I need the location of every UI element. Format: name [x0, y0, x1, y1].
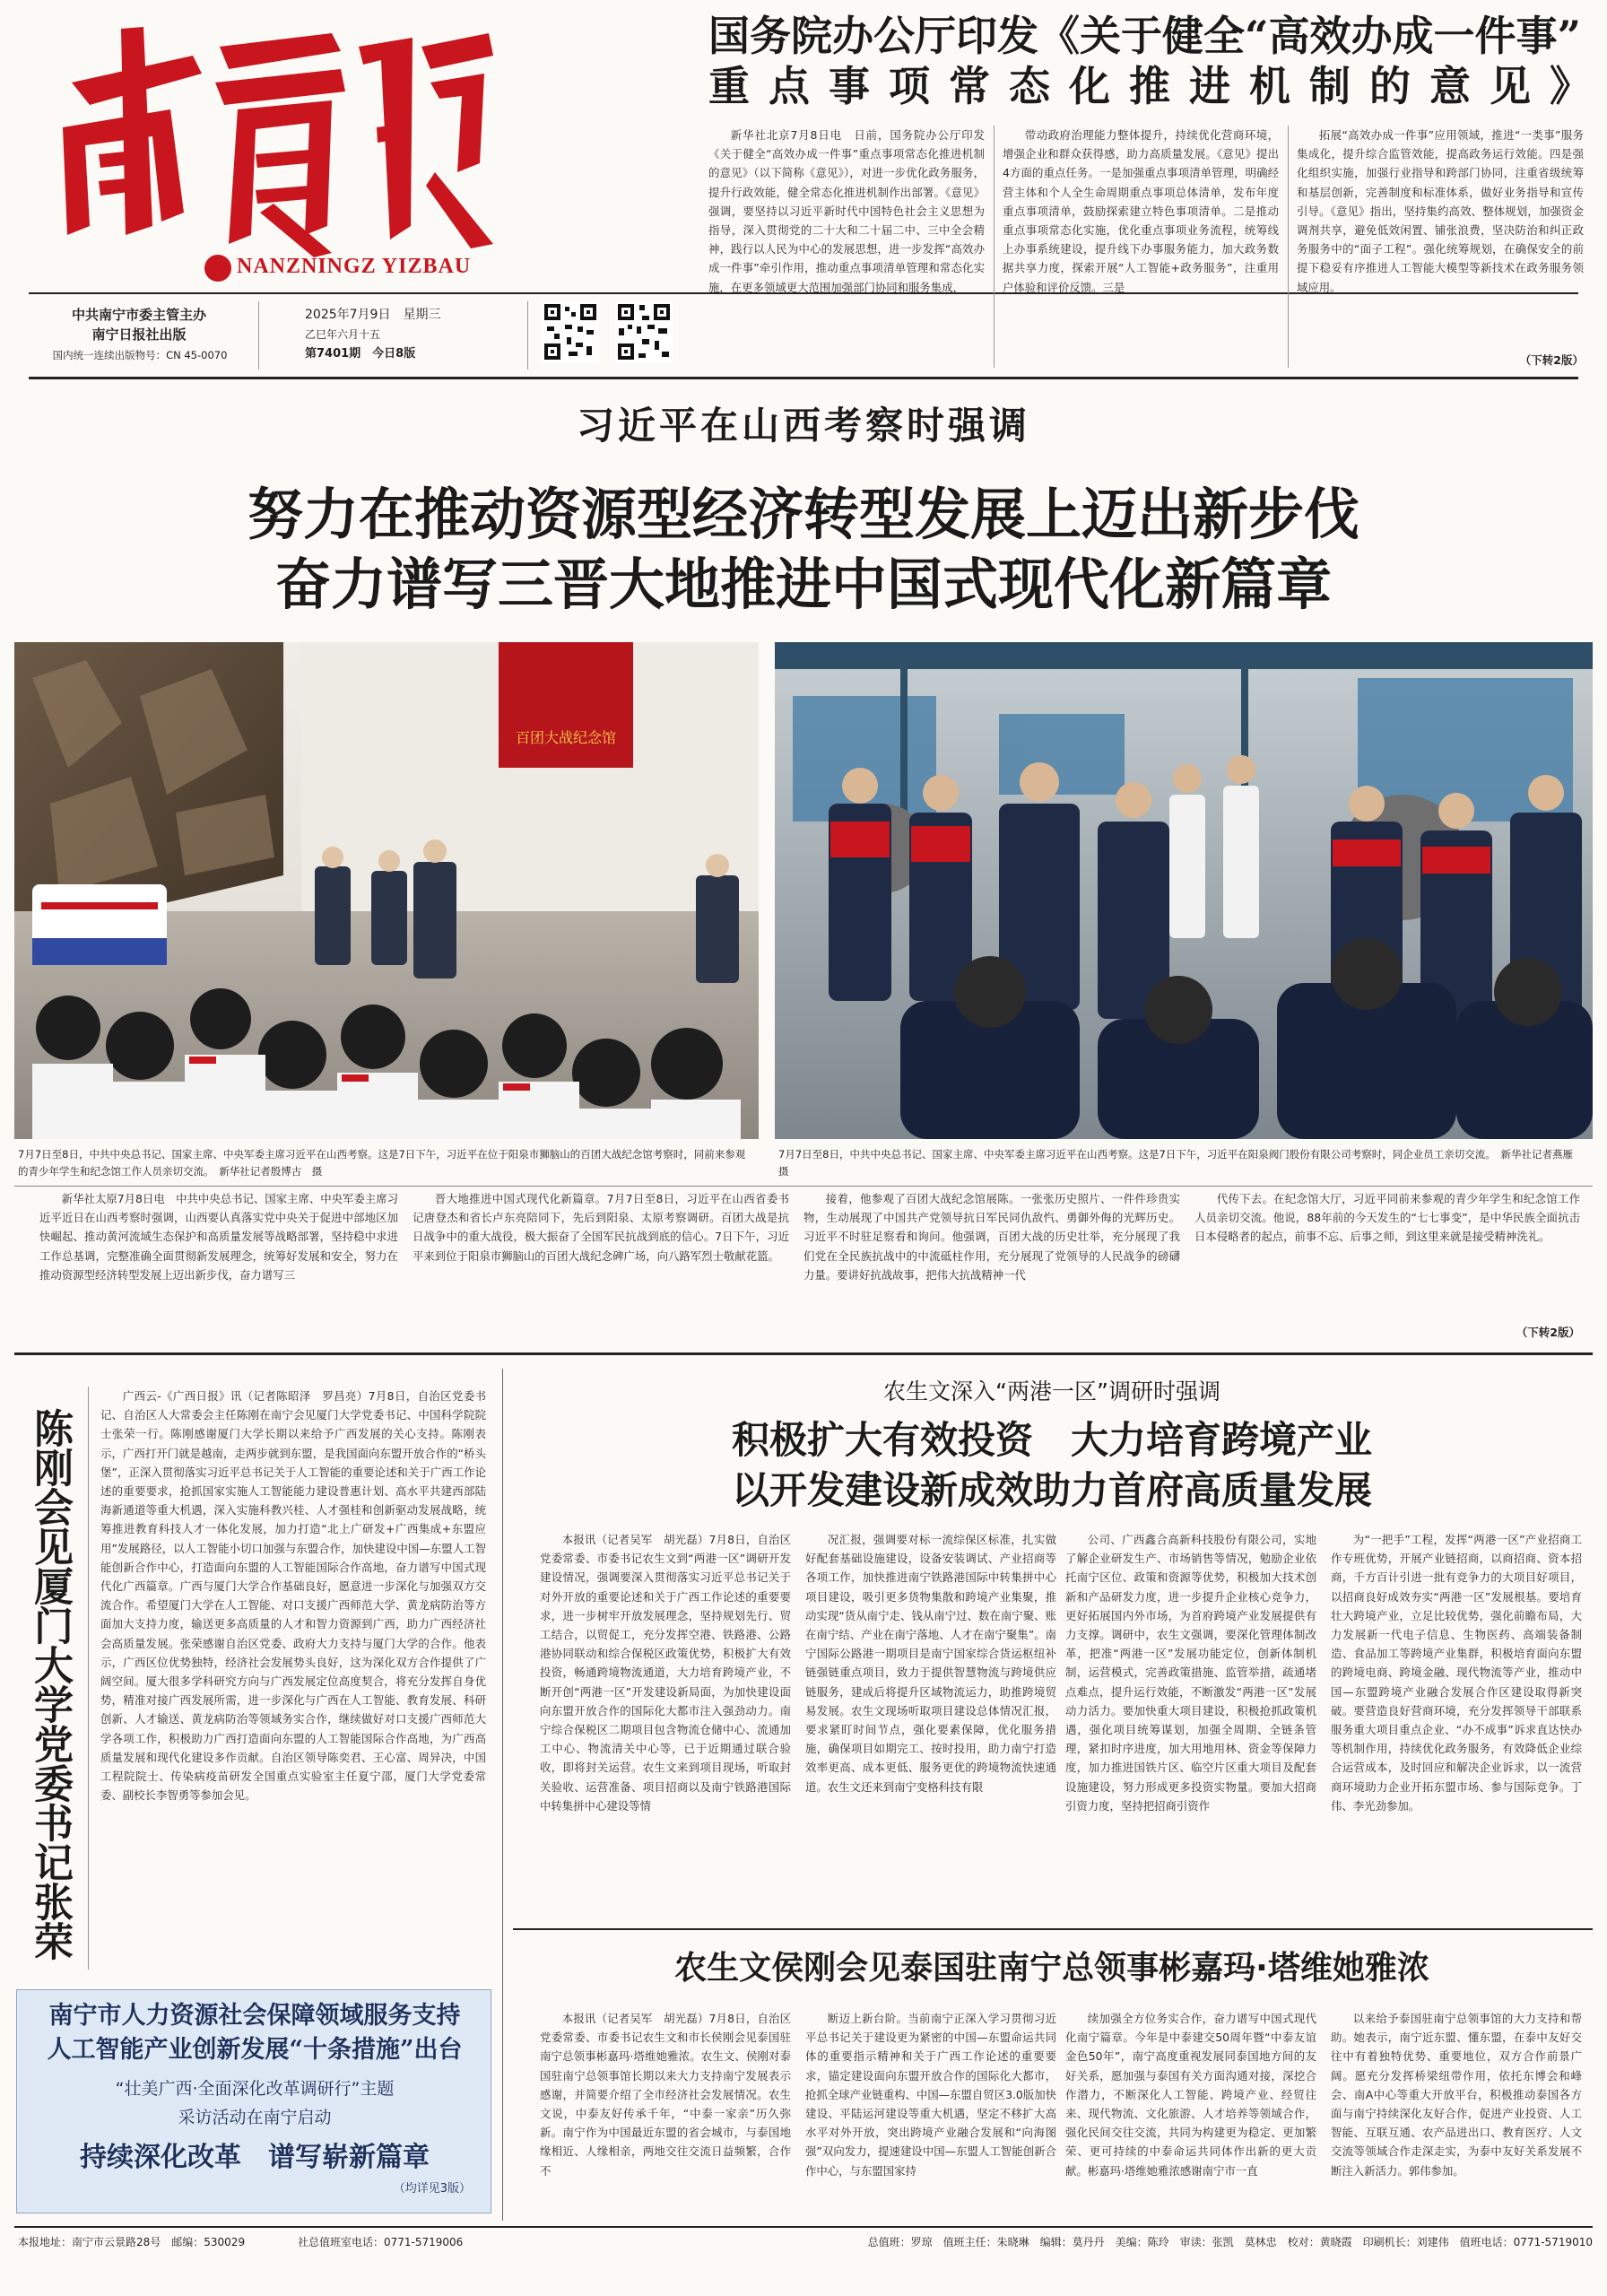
qr-code-icon[interactable] — [542, 301, 599, 362]
publisher-line2: 南宁日报社出版 — [91, 326, 187, 343]
thai-headline[interactable]: 农生文侯刚会见泰国驻南宁总领事彬嘉玛·塔维她雅浓 — [674, 1950, 1429, 1987]
top-story-col3: 拓展“高效办成一件事”应用领域，推进“一类事”服务集成化，提升综合监管效能，提高政务运行效能。四是强化组织实施，加强行业指导和跨部门协同，注重省级统筹和基层创新，完善制度和标准体系，做好业务指导和宣传引导。《意见》指出，坚持集约高效、整体规划，加强资金调剂共享，避免低效闲置、铺张浪费，坚决防治和纠正政务服务中的“面子工程”。强化统筹规划，在确保安全的前提下稳妥有序推进人工智能大模型等新技术在政务服务领域应用。 — [1297, 128, 1584, 294]
chen-body: 广西云-《广西日报》讯（记者陈昭泽 罗昌亮）7月8日，自治区党委书记、自治区人大常委会主任陈刚在南宁会见厦门大学党委书记、中国科学院院士张荣一行。陈刚感谢厦门大学长期以来给予广西发展的关心支持。陈刚表示，广西打开门就是越南，走两步就到东盟，是我国面向东盟开放合作的“桥头堡”，正深入贯彻落实习近平总书记关于人工智能的重要论述和关于广西工作论述的重要要求，抢抓国家实施人工智能能力建设普惠计划、高水平共建西部陆海新通道等重大机遇，深入实施科教兴桂、人才强桂和创新驱动发展战略，统筹推进教育科技人才一体化发展，加力打造“北上广研发+广西集成+东盟应用”发展路径，以人工智能小切口加强与东盟合作，加快建设中国—东盟人工智能创新合作中心，打造面向东盟的人工智能国际合作高地，奋力谱写中国式现代化广西篇章。广西与厦门大学合作基础良好，愿意进一步深化与加强双方交流合作。希望厦门大学在人工智能、对口支援广西师范大学、黄龙病防治等方面加大支持力度，输送更多高质量的人才和智力资源到广西，助力广西经济社会高质量发展。张荣感谢自治区党委、政府大力支持与厦门大学的合作。他表示，广西区位优势独特，经济社会发展势头良好，这为深化双方合作提供了广阔空间。厦大很多学科研究方向与广西发展定位高度契合，将充分发挥自身优势，精准对接广西发展所需，进一步深化与广西在人工智能、教育发展、科研创新、人才输送、黄龙病防治等领域务实合作，继续做好对口支援广西师范大学各项工作，积极助力广西打造面向东盟的人工智能国际合作高地，为广西高质量发展和现代化建设多作贡献。自治区领导陈奕君、王心富、周异决，中国工程院院士、传染病疫苗研发全国重点实验室主任夏宁邵，厦门大学党委常委、副校长李智勇等参加会见。 — [100, 1389, 486, 1803]
thai-col4: 以来给予泰国驻南宁总领事馆的大力支持和帮助。她表示，南宁近东盟、懂东盟，在泰中友好交往中有着独特优势、重要地位，双方合作前景广阔。愿充分发挥桥梁纽带作用，依托东博会和峰会、南A中心等重大开放平台，积极推动泰国各方面与南宁持续深化友好合作，促进产业投资、人工智能、互联互通、农产品进出口、教育医疗、人文交流等领域合作走深走实，为泰中友好关系发展不断注入新活力。郭伟参加。 — [1331, 2012, 1582, 2178]
caption-left: 7月7日至8日，中共中央总书记、国家主席、中央军委主席习近平在山西考察。这是7日下午，习近平在位于阳泉市狮脑山的百团大战纪念馆考察时，同前来参观的青少年学生和纪念馆工作人员亲切交流。 新华社记者殷博古 摄 — [18, 1148, 746, 1178]
lead-col2: 晋大地推进中国式现代化新篇章。7月7日至8日，习近平在山西省委书记唐登杰和省长卢东亮陪同下，先后到阳泉、太原考察调研。百团大战是抗日战争中的重大战役，极大振奋了全国军民抗战到底的信心。7日下午，习近平来到位于阳泉市狮脑山的百团大战纪念碑广场，向八路军烈士敬献花篮。 — [413, 1192, 789, 1263]
lead-kicker: 习近平在山西考察时强调 — [576, 404, 1030, 448]
chen-headline[interactable]: 陈刚会见厦门大学党委书记张荣 — [27, 1408, 73, 1961]
lead-headline2[interactable]: 奋力谱写三晋大地推进中国式现代化新篇章 — [274, 552, 1332, 617]
lead-jump[interactable]: （下转2版） — [1516, 1326, 1580, 1339]
museum-sign: 百团大战纪念馆 — [515, 729, 617, 746]
qr-code-icon[interactable] — [615, 301, 673, 362]
feature-box[interactable] — [16, 1989, 491, 2213]
ports-col4: 为“一把手”工程，发挥“两港一区”产业招商工作专班优势，开展产业链招商，以商招商、资本招商，千方百计引进一批有竞争力的大项目好项目，以招商良好成效夯实“两港一区”发展根基。要培育壮大跨境产业，立足比较优势，强化前瞻布局，大力发展新一代电子信息、生物医药、高端装备制造、食品加工等跨境产业集群，积极培育面向东盟的跨境电商、跨境金融、现代物流等产业，推动中国—东盟跨境产业融合发展合作区建设取得新突破。要营造良好营商环境，充分发挥领导干部联系服务重大项目重点企业、“办不成事”诉求直达快办等机制作用，持续优化政务服务，有效降低企业综合运营成本，及时回应和解决企业诉求，以一流营商环境助力企业开拓东盟市场、参与国际竞争。丁伟、李光劲参加。 — [1331, 1533, 1582, 1813]
ports-headline2[interactable]: 以开发建设新成效助力首府高质量发展 — [731, 1468, 1372, 1512]
lead-col3: 接着，他参观了百团大战纪念馆展陈。一张张历史照片、一件件珍贵实物，生动展现了中国共产党领导抗日军民同仇敌忾、勇御外侮的光辉历史。习近平不时驻足察看和询问。他强调，百团大战的历史壮举，充分展现了我们党在全民族抗战中的中流砥柱作用，充分展现了党领导的人民战争的磅礴力量。要讲好抗战故事，把伟大抗战精神一代 — [804, 1192, 1180, 1282]
ports-col1: 本报讯（记者吴军 胡光磊）7月8日，自治区党委常委、市委书记农生文到“两港一区”调研开发建设情况，强调要深入贯彻落实习近平总书记关于对外开放的重要论述和关于广西工作论述的重要要求，进一步树牢开放发展理念，坚持规划先行、贸工结合，以贸促工，充分发挥空港、铁路港、公路港协同联动和综合保税区政策优势，积极扩大有效投资，畅通跨境物流通道，大力培育跨境产业，不断开创“两港一区”开发建设新局面，为加快建设面向东盟开放合作的国际化大都市注入强劲动力。南宁综合保税区二期项目包含物流仓储中心、流通加工中心、物流清关中心等，已于近期通过联合验收，即将封关运营。农生文来到项目现场，听取封关验收、运营准备、项目招商以及南宁铁路港国际中转集拼中心建设等情 — [540, 1533, 791, 1813]
feature-note: （均详见3版） — [393, 2182, 471, 2196]
lunar-date: 乙巳年六月十五 — [305, 328, 381, 341]
thai-col2: 断迈上新台阶。当前南宁正深入学习贯彻习近平总书记关于建设更为紧密的中国—东盟命运共同体的重要指示精神和关于广西工作论述的重要要求，锚定建设面向东盟开放合作的国际化大都市，抢抓全球产业链重构、中国—东盟自贸区3.0版加快建设、平陆运河建设等重大机遇，坚定不移扩大高水平对外开放，突出跨境产业融合发展和“向海图强”双向发力，提速建设中国—东盟人工智能创新合作中心，与东盟国家持 — [805, 2012, 1056, 2178]
masthead-pinyin: NANZNINGZ YIZBAU — [237, 255, 472, 278]
feature-line1[interactable]: 南宁市人力资源社会保障领域服务支持 — [48, 2002, 461, 2030]
newspaper-logo — [36, 20, 502, 264]
ports-col2: 况汇报，强调要对标一流综保区标准，扎实做好配套基础设施建设，设备安装调试、产业招商等各项工作，加快推进南宁铁路港国际中转集拼中心项目建设，吸引更多货物集散和跨境产业集聚，推动实现“货从南宁走、钱从南宁过、数在南宁聚、账在南宁结、产业在南宁落地、人才在南宁聚集”。南宁国际公路港一期项目是南宁国家综合货运枢纽补链强链重点项目，致力于提供智慧物流与跨境供应链服务，建成后将提升区域物流运力，助推跨境贸易发展。农生文现场听取项目建设总体情况汇报，要求紧盯时间节点，强化要素保障，优化服务措施，确保项目如期完工、按时投用，助力南宁打造效率更高、成本更低、服务更优的跨境物流快速通道。农生文还来到南宁变格科技有限 — [805, 1533, 1056, 1794]
feature-line2[interactable]: 人工智能产业创新发展“十条措施”出台 — [47, 2036, 463, 2064]
feature-line3[interactable]: “壮美广西·全面深化改革调研行”主题 — [115, 2079, 395, 2099]
lead-headline1[interactable]: 努力在推动资源型经济转型发展上迈出新步伐 — [247, 482, 1359, 547]
pinyin-emblem-icon — [204, 255, 231, 282]
photo-memorial-hall[interactable] — [14, 642, 759, 1139]
lead-col1: 新华社太原7月8日电 中共中央总书记、国家主席、中央军委主席习近平近日在山西考察时强调，山西要认真落实党中央关于促进中部地区加快崛起、推动黄河流域生态保护和高质量发展等战略部署，坚持稳中求进工作总基调，完整准确全面贯彻新发展理念，统筹好发展和安全，努力在推动资源型经济转型发展上迈出新步伐，奋力谱写三 — [39, 1192, 398, 1282]
footer-address: 本报地址：南宁市云景路28号 邮编：530029 — [18, 2236, 246, 2248]
ports-col3: 公司、广西鑫合高新科技股份有限公司，实地了解企业研发生产、市场销售等情况，勉励企业依托南宁区位、政策和资源等优势，积极加大技术创新和产品研发力度，进一步提升企业核心竞争力，更好拓展国内外市场，为首府跨境产业发展提供有力支撑。调研中，农生文强调，要深化管理体制改革，把准“两港一区”发展功能定位，创新体制机制，运营模式，完善政策措施、监管举措，疏通堵点难点，提升运行效能，不断激发“两港一区”发展动力活力。要加快重大项目建设，积极抢抓政策机遇，强化项目统筹谋划，加强全周期、全链条管理，紧扣时序进度，加大用地用林、资金等保障力度，加力推进国铁片区、临空片区重大项目及配套设施建设，努力形成更多投资实物量。要加大招商引资力度，坚持把招商引资作 — [1065, 1533, 1316, 1813]
issue-number: 第7401期 今日8版 — [305, 347, 416, 361]
top-story-jump[interactable]: （下转2版） — [1519, 353, 1584, 367]
publisher-line1: 中共南宁市委主管主办 — [71, 307, 206, 323]
footer-credits: 总值班：罗琼 值班主任：朱晓琳 编辑：莫丹丹 美编：陈玲 审读：张凯 莫林忠 校对：黄晓霞 印刷机长：刘建伟 值班电话：0771-5719010 — [867, 2236, 1593, 2248]
ports-kicker: 农生文深入“两港一区”调研时强调 — [883, 1378, 1220, 1405]
issn: 国内统一连续出版物号：CN 45-0070 — [52, 349, 228, 361]
feature-line4[interactable]: 采访活动在南宁启动 — [178, 2108, 332, 2127]
footer-tel: 社总值班室电话：0771-5719006 — [298, 2236, 464, 2248]
feature-line5[interactable]: 持续深化改革 谱写崭新篇章 — [80, 2142, 430, 2173]
issue-date: 2025年7月9日 星期三 — [305, 308, 441, 322]
caption-right: 7月7日至8日，中共中央总书记、国家主席、中央军委主席习近平在山西考察。这是7日下午，习近平在阳泉阀门股份有限公司考察时，同企业员工亲切交流。 新华社记者燕雁 摄 — [778, 1148, 1584, 1178]
lead-col4: 代传下去。在纪念馆大厅，习近平同前来参观的青少年学生和纪念馆工作人员亲切交流。他说，88年前的今天发生的“七七事变”，是中华民族全面抗击日本侵略者的起点，前事不忘、后事之师，到这里来就是接受精神洗礼。 — [1194, 1192, 1580, 1244]
thai-col1: 本报讯（记者吴军 胡光磊）7月8日，自治区党委常委、市委书记农生文和市长侯刚会见泰国驻南宁总领事彬嘉玛·塔维她雅浓。农生文、侯刚对泰国驻南宁总领事馆长期以来大力支持南宁发展表示感谢，并简要介绍了全市经济社会发展情况。农生文说，中泰友好传承千年，“中泰一家亲”历久弥新。南宁作为中国最近东盟的省会城市，与泰国地缘相近、人缘相亲，两地交往交流日益频繁，合作不 — [540, 2012, 791, 2178]
ports-headline1[interactable]: 积极扩大有效投资 大力培育跨境产业 — [731, 1418, 1372, 1462]
top-story-headline2[interactable]: 重点事项常态化推进机制的意见》 — [708, 62, 1596, 110]
top-story-col1: 新华社北京7月8日电 日前，国务院办公厅印发《关于健全“高效办成一件事”重点事项常态化推进机制的意见》（以下简称《意见》），对进一步优化政务服务，提升行政效能，健全常态化推进机制作出部署。《意见》强调，要坚持以习近平新时代中国特色社会主义思想为指导，深入贯彻党的二十大和二十届二中、三中全会精神，践行以人民为中心的发展思想，进一步发挥“高效办成一件事”牵引作用，推动重点事项清单管理和常态化实施，在更多领域更大范围加强部门协同和服务集成， — [708, 128, 985, 294]
top-story-headline1[interactable]: 国务院办公厅印发《关于健全“高效办成一件事” — [708, 12, 1581, 60]
photo-valve-factory[interactable] — [775, 642, 1593, 1139]
thai-col3: 续加强全方位务实合作，奋力谱写中国式现代化南宁篇章。今年是中泰建交50周年暨“中泰友谊金色50年”，南宁高度重视发展同泰国地方间的友好关系，愿加强与泰国有关方面沟通对接，深挖合作潜力，不断深化人工智能、跨境产业、经贸往来、现代物流、文化旅游、人才培养等领域合作，强化民间交往交流，共同为构建更为稳定、更加繁荣、更可持续的中泰命运共同体作出新的更大贡献。彬嘉玛·塔维她雅浓感谢南宁市一直 — [1065, 2012, 1316, 2178]
top-story-col2: 带动政府治理能力整体提升，持续优化营商环境，增强企业和群众获得感，助力高质量发展。《意见》提出4方面的重点任务。一是加强重点事项清单管理，明确经营主体和个人全生命周期重点事项总体清单，发布年度重点事项清单，鼓励探索建立特色事项清单。二是推动重点事项常态化实施，优化重点事项业务流程，统筹线上办事系统建设，提升线下办事服务能力，加大政务数据共享力度，探索开展“人工智能+政务服务”，注重用户体验和评价反馈。三是 — [1003, 128, 1279, 294]
